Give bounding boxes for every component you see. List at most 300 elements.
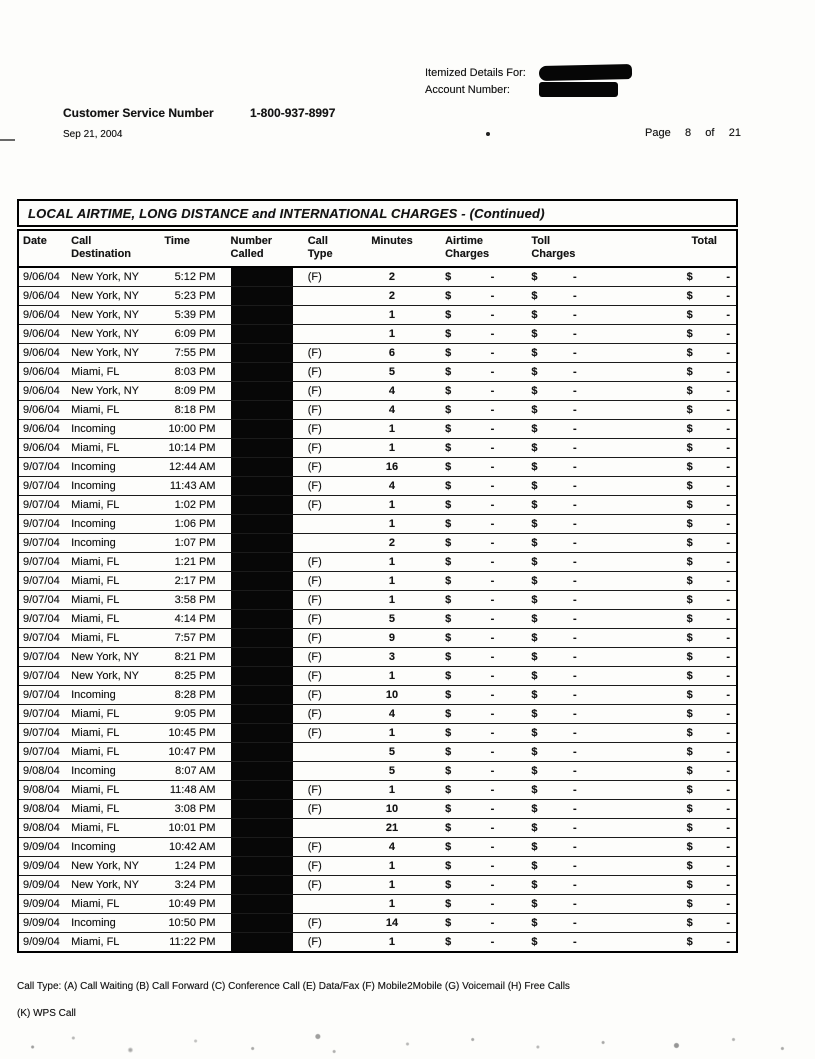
- dollar-sign: $: [686, 651, 693, 663]
- call-time: 11:48 AM: [161, 781, 221, 800]
- call-destination: Miami, FL: [66, 401, 161, 420]
- toll-charge-value: -: [572, 613, 577, 625]
- number-called-cell: [222, 819, 297, 838]
- dollar-sign: $: [531, 404, 538, 416]
- dollar-sign: $: [531, 461, 538, 473]
- call-minutes: 5: [352, 743, 432, 762]
- total-charge-value: -: [726, 746, 730, 758]
- toll-charge-cell: [522, 610, 622, 629]
- table-row: [18, 667, 737, 686]
- airtime-charge-value: -: [490, 556, 495, 568]
- call-time: 2:17 PM: [161, 572, 221, 591]
- dollar-sign: $: [531, 822, 538, 834]
- dollar-sign: $: [445, 271, 452, 283]
- dollar-sign: $: [686, 442, 693, 454]
- call-date: 9/09/04: [18, 933, 66, 953]
- dollar-sign: $: [686, 518, 693, 530]
- call-destination: New York, NY: [66, 344, 161, 363]
- call-destination: Miami, FL: [66, 363, 161, 382]
- call-date: 9/06/04: [18, 439, 66, 458]
- call-destination: New York, NY: [66, 648, 161, 667]
- total-charge-value: -: [726, 632, 730, 644]
- col-header-call-destination: Call Destination: [66, 230, 161, 267]
- call-type: (F): [297, 591, 352, 610]
- airtime-charge-cell: [432, 724, 522, 743]
- number-called-cell: [222, 306, 297, 325]
- airtime-charge-value: -: [490, 765, 495, 777]
- toll-charge-value: -: [572, 898, 577, 910]
- call-destination: Miami, FL: [66, 895, 161, 914]
- call-destination: Miami, FL: [66, 591, 161, 610]
- number-called-cell: [222, 724, 297, 743]
- total-charge-cell: [623, 458, 737, 477]
- toll-charge-value: -: [572, 537, 577, 549]
- call-date: 9/07/04: [18, 591, 66, 610]
- toll-charge-cell: [522, 724, 622, 743]
- call-date: 9/06/04: [18, 344, 66, 363]
- airtime-charge-cell: [432, 914, 522, 933]
- toll-charge-cell: [522, 515, 622, 534]
- airtime-charge-cell: [432, 667, 522, 686]
- call-type: [297, 819, 352, 838]
- total-charge-value: -: [726, 404, 730, 416]
- call-minutes: 2: [352, 287, 432, 306]
- redaction-number-called: [231, 686, 293, 704]
- call-date: 9/08/04: [18, 819, 66, 838]
- toll-charge-cell: [522, 401, 622, 420]
- dollar-sign: $: [531, 385, 538, 397]
- table-row: [18, 306, 737, 325]
- call-date: 9/07/04: [18, 553, 66, 572]
- redaction-number-called: [231, 876, 293, 894]
- call-date: 9/07/04: [18, 724, 66, 743]
- total-charge-cell: [623, 914, 737, 933]
- dollar-sign: $: [686, 328, 693, 340]
- dollar-sign: $: [686, 841, 693, 853]
- total-charge-cell: [623, 325, 737, 344]
- airtime-charge-cell: [432, 800, 522, 819]
- airtime-charge-cell: [432, 591, 522, 610]
- airtime-charge-value: -: [490, 803, 495, 815]
- number-called-cell: [222, 800, 297, 819]
- dollar-sign: $: [445, 347, 452, 359]
- toll-charge-cell: [522, 667, 622, 686]
- col-header-call-type: Call Type: [297, 230, 352, 267]
- dollar-sign: $: [445, 841, 452, 853]
- airtime-charge-cell: [432, 458, 522, 477]
- call-minutes: 1: [352, 724, 432, 743]
- table-row: [18, 401, 737, 420]
- toll-charge-cell: [522, 629, 622, 648]
- total-charge-cell: [623, 781, 737, 800]
- call-minutes: 1: [352, 857, 432, 876]
- redaction-number-called: [231, 553, 293, 571]
- total-charge-value: -: [726, 670, 730, 682]
- call-type: (F): [297, 439, 352, 458]
- call-date: 9/07/04: [18, 515, 66, 534]
- number-called-cell: [222, 895, 297, 914]
- table-row: [18, 496, 737, 515]
- call-minutes: 1: [352, 515, 432, 534]
- charges-table: [17, 229, 738, 953]
- call-time: 11:22 PM: [161, 933, 221, 953]
- table-row: [18, 914, 737, 933]
- dollar-sign: $: [445, 936, 452, 948]
- call-time: 10:47 PM: [161, 743, 221, 762]
- dollar-sign: $: [445, 328, 452, 340]
- dollar-sign: $: [686, 271, 693, 283]
- scan-artifact-dot: [486, 132, 490, 136]
- toll-charge-value: -: [572, 936, 577, 948]
- call-time: 3:58 PM: [161, 591, 221, 610]
- airtime-charge-cell: [432, 629, 522, 648]
- total-charge-value: -: [726, 518, 730, 530]
- dollar-sign: $: [445, 651, 452, 663]
- call-destination: New York, NY: [66, 857, 161, 876]
- call-date: 9/06/04: [18, 420, 66, 439]
- call-time: 8:25 PM: [161, 667, 221, 686]
- airtime-charge-cell: [432, 610, 522, 629]
- number-called-cell: [222, 857, 297, 876]
- total-charge-cell: [623, 267, 737, 287]
- dollar-sign: $: [531, 309, 538, 321]
- page-label: Page: [645, 127, 671, 139]
- call-date: 9/07/04: [18, 743, 66, 762]
- number-called-cell: [222, 344, 297, 363]
- call-type: (F): [297, 420, 352, 439]
- call-destination: Miami, FL: [66, 553, 161, 572]
- call-date: 9/08/04: [18, 800, 66, 819]
- total-charge-value: -: [726, 423, 730, 435]
- total-charge-value: -: [726, 575, 730, 587]
- dollar-sign: $: [531, 784, 538, 796]
- itemized-details-label: Itemized Details For:: [425, 66, 526, 79]
- call-minutes: 1: [352, 325, 432, 344]
- airtime-charge-cell: [432, 762, 522, 781]
- call-minutes: 4: [352, 382, 432, 401]
- redaction-number-called: [231, 477, 293, 495]
- toll-charge-value: -: [572, 575, 577, 587]
- redaction-account-number: [539, 82, 618, 97]
- dollar-sign: $: [445, 556, 452, 568]
- airtime-charge-value: -: [490, 347, 495, 359]
- call-date: 9/07/04: [18, 648, 66, 667]
- total-charge-value: -: [726, 385, 730, 397]
- dollar-sign: $: [531, 518, 538, 530]
- call-type: [297, 762, 352, 781]
- call-rows: [18, 267, 737, 952]
- call-time: 1:07 PM: [161, 534, 221, 553]
- call-time: 1:06 PM: [161, 515, 221, 534]
- toll-charge-value: -: [572, 860, 577, 872]
- dollar-sign: $: [686, 670, 693, 682]
- toll-charge-value: -: [572, 746, 577, 758]
- call-minutes: 1: [352, 306, 432, 325]
- call-type: (F): [297, 933, 352, 953]
- number-called-cell: [222, 477, 297, 496]
- dollar-sign: $: [445, 385, 452, 397]
- redaction-number-called: [231, 572, 293, 590]
- account-number-row: [425, 81, 632, 98]
- total-charge-cell: [623, 439, 737, 458]
- call-destination: Miami, FL: [66, 743, 161, 762]
- airtime-charge-cell: [432, 306, 522, 325]
- airtime-charge-value: -: [490, 746, 495, 758]
- call-minutes: 1: [352, 572, 432, 591]
- number-called-cell: [222, 629, 297, 648]
- table-row: [18, 534, 737, 553]
- dollar-sign: $: [531, 841, 538, 853]
- redaction-number-called: [231, 591, 293, 609]
- dollar-sign: $: [445, 746, 452, 758]
- total-charge-cell: [623, 648, 737, 667]
- call-date: 9/07/04: [18, 458, 66, 477]
- dollar-sign: $: [686, 689, 693, 701]
- call-time: 3:08 PM: [161, 800, 221, 819]
- airtime-charge-cell: [432, 496, 522, 515]
- col-header-minutes: Minutes: [352, 230, 432, 267]
- toll-charge-cell: [522, 838, 622, 857]
- call-time: 8:18 PM: [161, 401, 221, 420]
- toll-charge-value: -: [572, 784, 577, 796]
- number-called-cell: [222, 534, 297, 553]
- call-minutes: 5: [352, 363, 432, 382]
- toll-charge-cell: [522, 648, 622, 667]
- table-row: [18, 819, 737, 838]
- table-row: [18, 933, 737, 953]
- call-type: (F): [297, 267, 352, 287]
- airtime-charge-cell: [432, 572, 522, 591]
- toll-charge-value: -: [572, 385, 577, 397]
- dollar-sign: $: [445, 404, 452, 416]
- redaction-number-called: [231, 325, 293, 343]
- call-destination: Miami, FL: [66, 610, 161, 629]
- dollar-sign: $: [531, 271, 538, 283]
- dollar-sign: $: [531, 423, 538, 435]
- airtime-charge-value: -: [490, 860, 495, 872]
- call-destination: Incoming: [66, 914, 161, 933]
- redaction-number-called: [231, 401, 293, 419]
- total-charge-value: -: [726, 594, 730, 606]
- dollar-sign: $: [445, 309, 452, 321]
- number-called-cell: [222, 838, 297, 857]
- airtime-charge-cell: [432, 401, 522, 420]
- toll-charge-value: -: [572, 366, 577, 378]
- airtime-charge-cell: [432, 838, 522, 857]
- toll-charge-cell: [522, 267, 622, 287]
- call-time: 8:03 PM: [161, 363, 221, 382]
- call-destination: Incoming: [66, 686, 161, 705]
- call-time: 5:12 PM: [161, 267, 221, 287]
- call-date: 9/07/04: [18, 477, 66, 496]
- table-row: [18, 648, 737, 667]
- call-minutes: 5: [352, 610, 432, 629]
- toll-charge-cell: [522, 876, 622, 895]
- dollar-sign: $: [445, 290, 452, 302]
- dollar-sign: $: [686, 822, 693, 834]
- call-minutes: 4: [352, 477, 432, 496]
- dollar-sign: $: [445, 765, 452, 777]
- airtime-charge-value: -: [490, 290, 495, 302]
- dollar-sign: $: [686, 784, 693, 796]
- dollar-sign: $: [686, 936, 693, 948]
- dollar-sign: $: [686, 537, 693, 549]
- total-charge-value: -: [726, 898, 730, 910]
- col-header-time: Time: [161, 230, 221, 267]
- dollar-sign: $: [445, 708, 452, 720]
- redaction-number-called: [231, 857, 293, 875]
- redaction-number-called: [231, 743, 293, 761]
- number-called-cell: [222, 781, 297, 800]
- total-charge-value: -: [726, 499, 730, 511]
- number-called-cell: [222, 325, 297, 344]
- toll-charge-value: -: [572, 689, 577, 701]
- total-charge-cell: [623, 572, 737, 591]
- redaction-number-called: [231, 439, 293, 457]
- call-date: 9/08/04: [18, 781, 66, 800]
- call-destination: Miami, FL: [66, 800, 161, 819]
- redaction-number-called: [231, 762, 293, 780]
- airtime-charge-cell: [432, 534, 522, 553]
- table-row: [18, 344, 737, 363]
- total-charge-value: -: [726, 765, 730, 777]
- total-charge-cell: [623, 933, 737, 953]
- dollar-sign: $: [445, 537, 452, 549]
- call-destination: Miami, FL: [66, 705, 161, 724]
- call-destination: Miami, FL: [66, 781, 161, 800]
- call-destination: Miami, FL: [66, 724, 161, 743]
- col-header-total: Total: [623, 230, 737, 267]
- call-destination: Incoming: [66, 458, 161, 477]
- number-called-cell: [222, 876, 297, 895]
- call-destination: Incoming: [66, 762, 161, 781]
- dollar-sign: $: [531, 670, 538, 682]
- call-date: 9/07/04: [18, 496, 66, 515]
- toll-charge-cell: [522, 895, 622, 914]
- call-destination: Incoming: [66, 838, 161, 857]
- total-charge-value: -: [726, 347, 730, 359]
- airtime-charge-value: -: [490, 651, 495, 663]
- call-minutes: 1: [352, 496, 432, 515]
- airtime-charge-value: -: [490, 366, 495, 378]
- airtime-charge-cell: [432, 420, 522, 439]
- call-date: 9/09/04: [18, 876, 66, 895]
- airtime-charge-cell: [432, 876, 522, 895]
- toll-charge-cell: [522, 781, 622, 800]
- table-row: [18, 838, 737, 857]
- call-type: [297, 895, 352, 914]
- airtime-charge-value: -: [490, 537, 495, 549]
- call-type: (F): [297, 458, 352, 477]
- redaction-name: [539, 64, 632, 81]
- page-current: 8: [684, 127, 692, 139]
- call-date: 9/06/04: [18, 325, 66, 344]
- toll-charge-value: -: [572, 309, 577, 321]
- call-minutes: 10: [352, 686, 432, 705]
- airtime-charge-cell: [432, 439, 522, 458]
- dollar-sign: $: [445, 594, 452, 606]
- total-charge-value: -: [726, 366, 730, 378]
- redaction-number-called: [231, 496, 293, 514]
- toll-charge-cell: [522, 439, 622, 458]
- dollar-sign: $: [445, 613, 452, 625]
- redaction-number-called: [231, 515, 293, 533]
- dollar-sign: $: [686, 765, 693, 777]
- table-row: [18, 743, 737, 762]
- toll-charge-cell: [522, 686, 622, 705]
- toll-charge-value: -: [572, 423, 577, 435]
- airtime-charge-cell: [432, 325, 522, 344]
- call-time: 8:21 PM: [161, 648, 221, 667]
- dollar-sign: $: [531, 347, 538, 359]
- total-charge-value: -: [726, 803, 730, 815]
- call-type: (F): [297, 667, 352, 686]
- redaction-number-called: [231, 363, 293, 381]
- scan-artifact-dash: [0, 139, 15, 141]
- wps-call-note: (K) WPS Call: [17, 1008, 76, 1019]
- redaction-number-called: [231, 781, 293, 799]
- redaction-number-called: [231, 914, 293, 932]
- number-called-cell: [222, 667, 297, 686]
- dollar-sign: $: [686, 480, 693, 492]
- call-type: [297, 325, 352, 344]
- toll-charge-value: -: [572, 917, 577, 929]
- call-destination: New York, NY: [66, 267, 161, 287]
- dollar-sign: $: [531, 290, 538, 302]
- call-type: (F): [297, 496, 352, 515]
- call-type: (F): [297, 382, 352, 401]
- call-minutes: 4: [352, 705, 432, 724]
- page-total: 21: [728, 127, 741, 139]
- call-destination: Miami, FL: [66, 819, 161, 838]
- call-minutes: 1: [352, 420, 432, 439]
- total-charge-cell: [623, 819, 737, 838]
- table-row: [18, 458, 737, 477]
- redaction-number-called: [231, 268, 293, 286]
- call-date: 9/07/04: [18, 686, 66, 705]
- total-charge-cell: [623, 857, 737, 876]
- total-charge-value: -: [726, 708, 730, 720]
- call-type: (F): [297, 363, 352, 382]
- toll-charge-value: -: [572, 765, 577, 777]
- call-minutes: 1: [352, 895, 432, 914]
- dollar-sign: $: [445, 518, 452, 530]
- airtime-charge-value: -: [490, 518, 495, 530]
- dollar-sign: $: [531, 746, 538, 758]
- table-row: [18, 267, 737, 287]
- toll-charge-value: -: [572, 651, 577, 663]
- call-minutes: 1: [352, 876, 432, 895]
- airtime-charge-cell: [432, 344, 522, 363]
- call-destination: Incoming: [66, 420, 161, 439]
- dollar-sign: $: [686, 917, 693, 929]
- call-date: 9/07/04: [18, 572, 66, 591]
- airtime-charge-value: -: [490, 271, 495, 283]
- airtime-charge-value: -: [490, 784, 495, 796]
- call-type: (F): [297, 705, 352, 724]
- table-row: [18, 876, 737, 895]
- call-minutes: 2: [352, 534, 432, 553]
- number-called-cell: [222, 572, 297, 591]
- toll-charge-cell: [522, 553, 622, 572]
- call-type: (F): [297, 686, 352, 705]
- dollar-sign: $: [686, 499, 693, 511]
- airtime-charge-value: -: [490, 328, 495, 340]
- table-row: [18, 325, 737, 344]
- total-charge-value: -: [726, 784, 730, 796]
- table-row: [18, 477, 737, 496]
- statement-date: Sep 21, 2004: [63, 129, 123, 140]
